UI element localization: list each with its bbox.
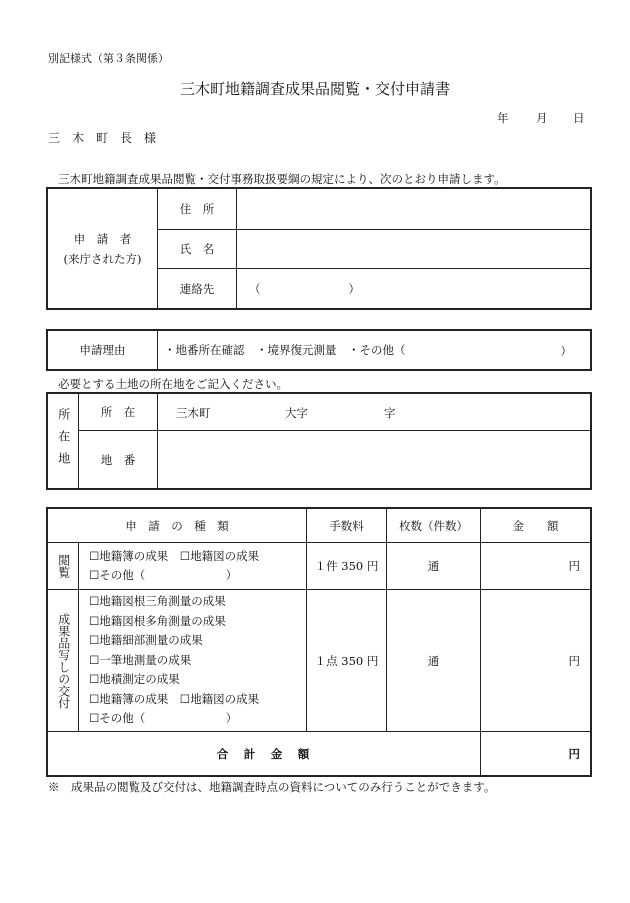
date-day-label: 日 bbox=[573, 111, 585, 125]
name-field[interactable] bbox=[237, 230, 591, 269]
viewing-side-label-cell bbox=[48, 543, 79, 590]
copies-item[interactable]: ☐その他（ ） bbox=[89, 711, 238, 726]
copies-item[interactable]: ☐地積測定の成果 bbox=[89, 672, 180, 687]
applicant-table bbox=[47, 188, 591, 309]
viewing-item[interactable]: ☐地籍簿の成果 ☐地籍図の成果 bbox=[89, 548, 260, 563]
reason-options-cell[interactable] bbox=[158, 331, 591, 370]
reason-label: 申請理由 bbox=[48, 331, 158, 370]
location-table bbox=[47, 393, 591, 489]
location-side-label-cell bbox=[48, 394, 79, 489]
copies-items bbox=[79, 590, 307, 732]
place-label: 所 在 bbox=[79, 394, 158, 431]
address-field[interactable] bbox=[237, 189, 591, 230]
copies-fee: １点 350 円 bbox=[307, 590, 387, 732]
applicant-label-cell bbox=[48, 189, 158, 309]
town-name: 三木町 bbox=[176, 406, 211, 420]
viewing-items bbox=[79, 543, 307, 590]
copies-count[interactable]: 通 bbox=[387, 590, 481, 732]
viewing-side-label: 閲覧 bbox=[56, 554, 71, 578]
header-type: 申 請 の 種 類 bbox=[48, 509, 307, 543]
copies-side-label-cell bbox=[48, 590, 79, 732]
name-label: 氏 名 bbox=[158, 230, 237, 269]
aza-label: 字 bbox=[384, 406, 396, 420]
total-amount[interactable]: 円 bbox=[481, 732, 591, 776]
location-note: 必要とする土地の所在地をご記入ください。 bbox=[58, 377, 288, 391]
location-side-label: 所在地 bbox=[56, 408, 71, 474]
copies-item[interactable]: ☐地籍細部測量の成果 bbox=[89, 633, 203, 648]
lot-label: 地 番 bbox=[79, 431, 158, 489]
form-reference: 別記様式（第３条関係） bbox=[48, 52, 169, 65]
date-year-label: 年 bbox=[497, 111, 509, 125]
header-amount: 金 額 bbox=[481, 509, 591, 543]
viewing-amount[interactable]: 円 bbox=[481, 543, 591, 590]
date-month-label: 月 bbox=[536, 111, 548, 125]
contact-paren-open: （ bbox=[249, 281, 261, 296]
intro-text: 三木町地籍調査成果品閲覧・交付事務取扱要綱の規定により、次のとおり申請します。 bbox=[58, 172, 506, 186]
reason-table bbox=[47, 330, 591, 370]
oaza-label: 大字 bbox=[285, 406, 308, 420]
lot-field[interactable] bbox=[158, 431, 591, 489]
copies-side-label: 成果品写しの交付 bbox=[56, 612, 71, 709]
copies-item[interactable]: ☐地籍簿の成果 ☐地籍図の成果 bbox=[89, 691, 260, 706]
contact-paren-close: ） bbox=[348, 281, 360, 296]
total-label: 合 計 金 額 bbox=[48, 732, 481, 776]
applicant-label: 申 請 者 bbox=[73, 231, 132, 246]
viewing-fee: １件 350 円 bbox=[307, 543, 387, 590]
applicant-sublabel: (来庁された方) bbox=[63, 251, 142, 266]
copies-item[interactable]: ☐一筆地測量の成果 bbox=[89, 652, 192, 667]
header-count: 枚数（件数） bbox=[387, 509, 481, 543]
reason-close-paren: ） bbox=[560, 344, 572, 358]
page-title: 三木町地籍調査成果品閲覧・交付申請書 bbox=[179, 80, 450, 98]
viewing-count[interactable]: 通 bbox=[387, 543, 481, 590]
address-label: 住 所 bbox=[158, 189, 237, 230]
fees-table bbox=[47, 508, 591, 776]
copies-amount[interactable]: 円 bbox=[481, 590, 591, 732]
viewing-item[interactable]: ☐その他（ ） bbox=[89, 568, 238, 582]
reason-options: ・地番所在確認 ・境界復元測量 ・その他（ bbox=[164, 343, 406, 357]
copies-item[interactable]: ☐地籍図根多角測量の成果 bbox=[89, 613, 226, 628]
footnote: ※ 成果品の閲覧及び交付は、地籍調査時点の資料についてのみ行うことができます。 bbox=[48, 780, 496, 794]
contact-label: 連絡先 bbox=[158, 269, 237, 309]
addressee: 三 木 町 長 様 bbox=[48, 131, 157, 145]
contact-field[interactable] bbox=[237, 269, 591, 309]
copies-item[interactable]: ☐地籍図根三角測量の成果 bbox=[89, 594, 226, 609]
place-field[interactable] bbox=[158, 394, 591, 431]
header-fee: 手数料 bbox=[307, 509, 387, 543]
